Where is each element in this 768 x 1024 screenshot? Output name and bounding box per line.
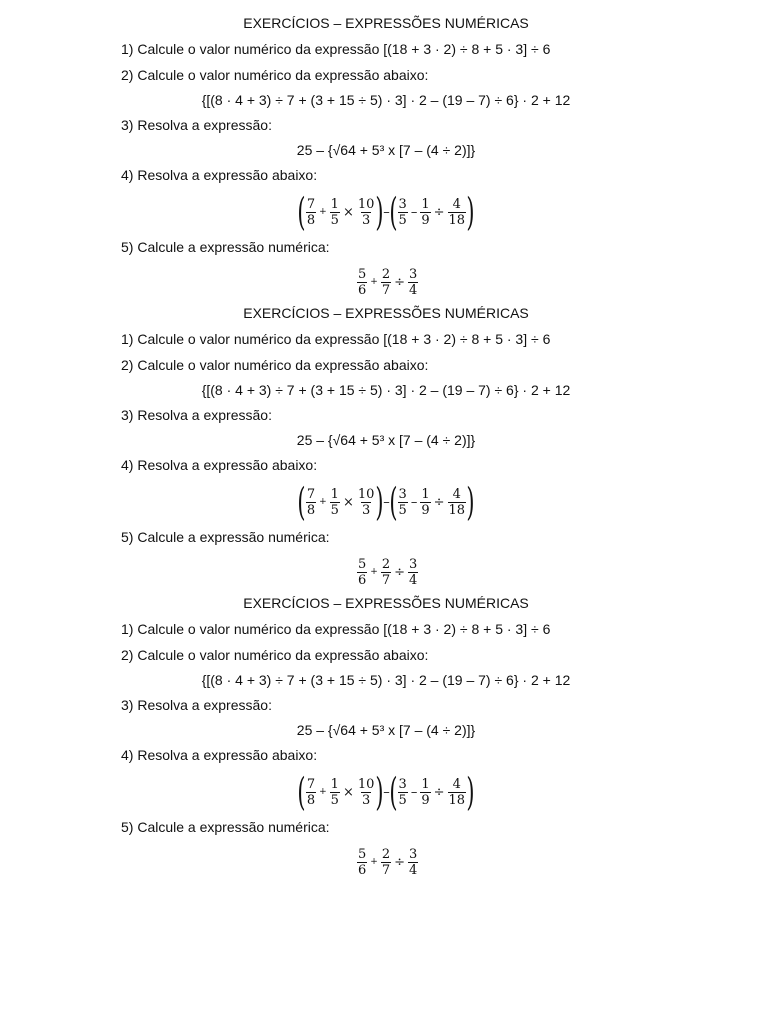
plus-sign: + [319,787,327,797]
numerator: 3 [409,266,418,282]
denominator: 5 [398,502,407,518]
numerator: 1 [421,776,430,792]
denominator: 5 [398,792,407,808]
denominator: 8 [306,792,316,808]
question-1: 1) Calcule o valor numérico da expressão [(18 + 3 · 2) ÷ 8 + 5 · 3] ÷ 6 [121,331,551,347]
denominator: 6 [358,282,367,298]
question-3: 3) Resolva a expressão: [121,117,272,133]
close-paren: ) [375,480,384,524]
divide-sign: ÷ [394,854,406,870]
question-1: 1) Calcule o valor numérico da expressão [(18 + 3 · 2) ÷ 8 + 5 · 3] ÷ 6 [121,41,551,57]
denominator: 4 [409,282,418,298]
denominator: 7 [381,572,391,588]
denominator: 8 [306,212,316,228]
numerator: 5 [358,846,367,862]
fraction [420,487,430,518]
fraction [306,197,316,228]
question-4: 4) Resolva a expressão abaixo: [121,747,318,763]
denominator: 9 [421,212,430,228]
denominator: 7 [381,862,391,878]
expression-3: 25 – {√64 + 5³ x [7 – (4 ÷ 2)]} [296,432,476,448]
denominator: 9 [421,792,430,808]
numerator: 4 [452,196,461,212]
minus-sign: – [383,784,390,800]
numerator: 10 [357,196,375,212]
times-sign: × [342,204,354,220]
question-5: 5) Calcule a expressão numérica: [121,529,330,545]
numerator: 3 [409,556,418,572]
numerator: 1 [330,486,339,502]
plus-sign: + [370,857,378,867]
numerator: 7 [306,776,316,792]
expression-2: {[(8 · 4 + 3) ÷ 7 + (3 + 15 ÷ 5) · 3] · 2 – (19 – 7) ÷ 6} · 2 + 12 [201,382,571,398]
numerator: 1 [421,196,430,212]
numerator: 2 [381,846,391,862]
minus-sign: – [383,204,390,220]
plus-sign: + [319,207,327,217]
fraction [357,487,376,518]
fraction [330,487,340,518]
open-paren: ( [389,480,398,524]
numerator: 3 [398,486,407,502]
denominator: 4 [409,862,418,878]
close-paren: ) [466,480,475,524]
question-1: 1) Calcule o valor numérico da expressão [(18 + 3 · 2) ÷ 8 + 5 · 3] ÷ 6 [121,621,551,637]
fraction [381,847,391,878]
question-5: 5) Calcule a expressão numérica: [121,239,330,255]
fraction [398,487,408,518]
numerator: 3 [409,846,418,862]
question-4: 4) Resolva a expressão abaixo: [121,167,318,183]
exercise-block-2 [0,290,768,588]
question-3: 3) Resolva a expressão: [121,407,272,423]
numerator: 1 [330,776,339,792]
close-paren: ) [466,190,475,234]
fraction [398,777,408,808]
question-2: 2) Calcule o valor numérico da expressão abaixo: [121,67,429,83]
close-paren: ) [375,190,384,234]
minus-sign: – [410,784,418,800]
denominator: 18 [448,212,466,228]
open-paren: ( [389,190,398,234]
question-2: 2) Calcule o valor numérico da expressão abaixo: [121,357,429,373]
denominator: 3 [361,212,371,228]
denominator: 3 [361,502,371,518]
fraction [420,777,430,808]
exercise-block-1 [0,0,768,298]
fraction [306,487,316,518]
denominator: 9 [421,502,430,518]
fraction [448,487,467,518]
close-paren: ) [466,770,475,814]
plus-sign: + [370,277,378,287]
numerator: 7 [306,196,316,212]
numerator: 7 [306,486,316,502]
open-paren: ( [297,190,306,234]
question-2: 2) Calcule o valor numérico da expressão abaixo: [121,647,429,663]
close-paren: ) [375,770,384,814]
denominator: 3 [361,792,371,808]
minus-sign: – [383,494,390,510]
denominator: 7 [381,282,391,298]
denominator: 18 [448,792,466,808]
denominator: 4 [409,572,418,588]
block-title: EXERCÍCIOS – EXPRESSÕES NUMÉRICAS [243,305,529,321]
numerator: 2 [381,556,391,572]
question-5: 5) Calcule a expressão numérica: [121,819,330,835]
numerator: 3 [398,196,407,212]
expression-4 [299,770,473,814]
divide-sign: ÷ [394,274,406,290]
open-paren: ( [389,770,398,814]
numerator: 5 [358,266,367,282]
fraction [330,197,340,228]
expression-2: {[(8 · 4 + 3) ÷ 7 + (3 + 15 ÷ 5) · 3] · 2 – (19 – 7) ÷ 6} · 2 + 12 [201,92,571,108]
plus-sign: + [319,497,327,507]
divide-sign: ÷ [433,494,445,510]
exercise-block-3 [0,580,768,878]
block-title: EXERCÍCIOS – EXPRESSÕES NUMÉRICAS [243,595,529,611]
times-sign: × [342,494,354,510]
expression-4 [299,190,473,234]
expression-4 [299,480,473,524]
divide-sign: ÷ [394,564,406,580]
fraction [330,777,340,808]
expression-3: 25 – {√64 + 5³ x [7 – (4 ÷ 2)]} [296,142,476,158]
expression-5 [355,842,420,882]
denominator: 6 [358,572,367,588]
expression-2: {[(8 · 4 + 3) ÷ 7 + (3 + 15 ÷ 5) · 3] · 2 – (19 – 7) ÷ 6} · 2 + 12 [201,672,571,688]
fraction [357,777,376,808]
denominator: 5 [398,212,407,228]
open-paren: ( [297,480,306,524]
divide-sign: ÷ [433,784,445,800]
open-paren: ( [297,770,306,814]
denominator: 18 [448,502,466,518]
times-sign: × [342,784,354,800]
denominator: 5 [330,502,339,518]
denominator: 6 [358,862,367,878]
numerator: 4 [452,776,461,792]
numerator: 3 [398,776,407,792]
numerator: 4 [452,486,461,502]
plus-sign: + [370,567,378,577]
numerator: 1 [421,486,430,502]
denominator: 5 [330,792,339,808]
fraction [357,197,376,228]
numerator: 10 [357,486,375,502]
minus-sign: – [410,494,418,510]
fraction [357,847,367,878]
fraction [306,777,316,808]
denominator: 8 [306,502,316,518]
question-3: 3) Resolva a expressão: [121,697,272,713]
fraction [420,197,430,228]
question-4: 4) Resolva a expressão abaixo: [121,457,318,473]
fraction [448,777,467,808]
denominator: 5 [330,212,339,228]
fraction [398,197,408,228]
minus-sign: – [410,204,418,220]
fraction [448,197,467,228]
numerator: 2 [381,266,391,282]
numerator: 1 [330,196,339,212]
expression-3: 25 – {√64 + 5³ x [7 – (4 ÷ 2)]} [296,722,476,738]
block-title: EXERCÍCIOS – EXPRESSÕES NUMÉRICAS [243,15,529,31]
numerator: 10 [357,776,375,792]
numerator: 5 [358,556,367,572]
fraction [408,847,418,878]
divide-sign: ÷ [433,204,445,220]
